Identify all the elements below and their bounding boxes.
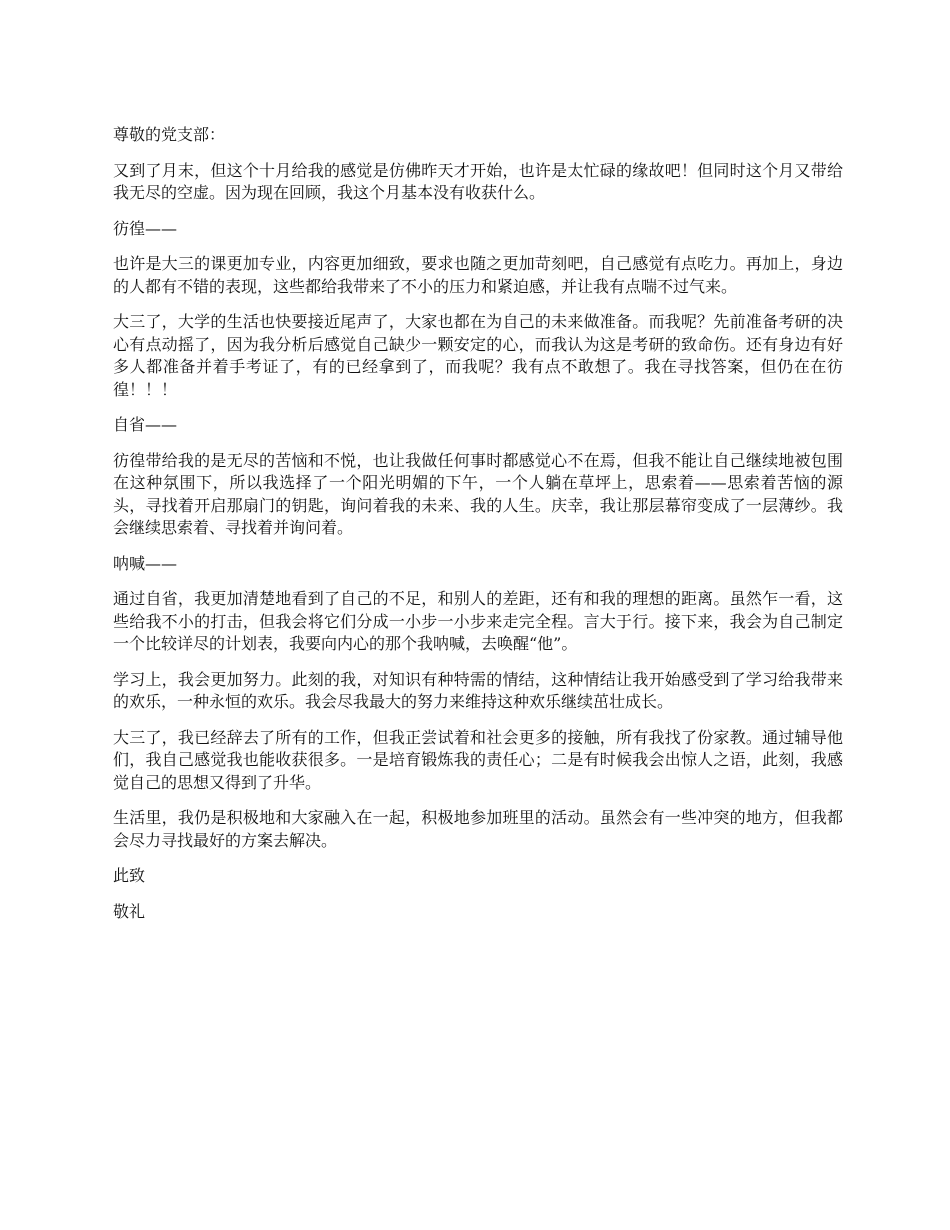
section-heading-shout: 呐喊—— xyxy=(113,553,178,573)
paragraph-plan: 通过自省，我更加清楚地看到了自己的不足，和别人的差距，还有和我的理想的距离。虽然乍一看，这些给我不小的打击，但我会将它们分成一小步一小步来走完全程。言大于行。接下来，我会为自己制定一个比较详尽的计划表，我要向内心的那个我呐喊，去唤醒“他”。 xyxy=(113,589,843,653)
paragraph-life: 生活里，我仍是积极地和大家融入在一起，积极地参加班里的活动。虽然会有一些冲突的地方，但我都会尽力寻找最好的方案去解决。 xyxy=(113,808,843,850)
salutation: 尊敬的党支部： xyxy=(113,125,226,144)
section-heading-wander: 彷徨—— xyxy=(113,218,178,238)
paragraph-pressure: 也许是大三的课更加专业，内容更加细致，要求也随之更加苛刻吧，自己感觉有点吃力。再加上，身边的人都有不错的表现，这些都给我带来了不小的压力和紧迫感，并让我有点喘不过气来。 xyxy=(113,254,843,296)
section-heading-reflect: 自省—— xyxy=(113,415,178,434)
paragraph-work: 大三了，我已经辞去了所有的工作，但我正尝试着和社会更多的接触，所有我找了份家教。通过辅导他们，我自己感觉我也能收获很多。一是培育锻炼我的责任心；二是有时候我会出惊人之语，此刻，我感觉自己的思想又得到了升华。 xyxy=(113,727,843,792)
letter-document xyxy=(113,124,843,936)
closing-jingli: 敬礼 xyxy=(113,901,146,921)
closing-cizhi: 此致 xyxy=(113,866,146,885)
paragraph-reflection: 彷徨带给我的是无尽的苦恼和不悦，也让我做任何事时都感觉心不在焉，但我不能让自己继续地被包围在这种氛围下，所以我选择了一个阳光明媚的下午，一个人躺在草坪上，思索着——思索着苦恼的源头，寻找着开启那扇门的钥匙，询问着我的未来、我的人生。庆幸，我让那层幕帘变成了一层薄纱。我会继续思索着、寻找着并询问着。 xyxy=(113,450,843,537)
paragraph-future: 大三了，大学的生活也快要接近尾声了，大家也都在为自己的未来做准备。而我呢？先前准备考研的决心有点动摇了，因为我分析后感觉自己缺少一颗安定的心，而我认为这是考研的致命伤。还有身边有好多人都准备并着手考证了，有的已经拿到了，而我呢？我有点不敢想了。我在寻找答案，但仍在在彷徨！！！ xyxy=(113,312,843,399)
paragraph-study: 学习上，我会更加努力。此刻的我，对知识有种特需的情结，这种情结让我开始感受到了学习给我带来的欢乐，一种永恒的欢乐。我会尽我最大的努力来维持这种欢乐继续茁壮成长。 xyxy=(113,669,843,711)
paragraph-intro: 又到了月末，但这个十月给我的感觉是仿佛昨天才开始，也许是太忙碌的缘故吧！但同时这个月又带给我无尽的空虚。因为现在回顾，我这个月基本没有收获什么。 xyxy=(113,160,843,202)
